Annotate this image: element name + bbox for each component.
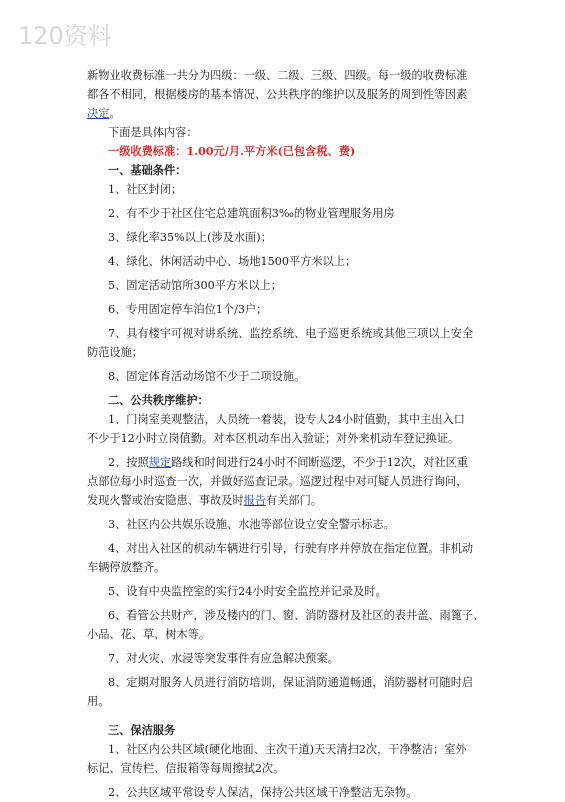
list-item-continued: 标记、宣传栏、信报箱等每周擦拭2次。	[87, 762, 285, 775]
lead-text: 下面是具体内容：	[108, 126, 198, 139]
list-item: 1、社区封闭；	[108, 183, 183, 196]
list-item-continued: 小品、花、草、树木等。	[87, 628, 211, 641]
list-item: 8、固定体育活动场馆不少于二项设施。	[108, 370, 306, 383]
intro-line: 都各不相同，根据楼房的基本情况、公共秩序的维护以及服务的周到性等因素	[87, 88, 468, 101]
section-heading: 二、公共秩序维护：	[108, 393, 209, 407]
list-item: 6、看管公共财产，涉及楼内的门、窗、消防器材及社区的表井盖、雨篦子、	[108, 609, 485, 622]
list-item: 3、社区内公共娱乐设施、水池等部位设立安全警示标志。	[108, 518, 395, 531]
level-title: 一级收费标准：1.00元/月.平方米(已包含税、费)	[108, 144, 356, 158]
list-item-continued	[87, 491, 487, 510]
link-regulation[interactable]: 规定	[148, 456, 172, 469]
text-segment: 路线和时间进行24小时不间断巡逻，不少于12次，对社区重	[171, 456, 469, 469]
text-segment: 发现火警或治安隐患、事故及时	[87, 494, 244, 507]
link-decision[interactable]: 决定	[87, 107, 110, 120]
list-item: 1、社区内公共区域(硬化地面、主次干道)天天清扫2次，干净整洁；室外	[108, 743, 467, 756]
list-item: 1、门岗室美观整洁，人员统一着装，设专人24小时值勤，其中主出入口	[108, 413, 465, 426]
list-item-continued: 点部位每小时巡查一次，并做好巡查记录。巡逻过程中对可疑人员进行询问，	[87, 475, 468, 488]
list-item: 2、公共区域平常设专人保洁，保持公共区域干净整洁无杂物。	[108, 786, 418, 799]
watermark-logo: 120资料	[18, 22, 112, 50]
intro-line	[87, 104, 487, 123]
text-segment: 有关部门。	[266, 494, 322, 507]
list-item: 5、固定活动馆所300平方米以上；	[108, 279, 282, 292]
list-item: 7、具有楼宇可视对讲系统、监控系统、电子巡更系统或其他三项以上安全	[108, 327, 474, 340]
link-report[interactable]: 报告	[243, 494, 267, 507]
text-segment: 2、按照	[108, 456, 149, 469]
list-item: 4、对出入社区的机动车辆进行引导，行驶有序并停放在指定位置。非机动	[108, 542, 474, 555]
intro-line: 新物业收费标准一共分为四级：一级、二级、三级、四级。每一级的收费标准	[87, 69, 468, 82]
list-item	[87, 453, 487, 472]
list-item-continued: 用。	[87, 695, 110, 708]
list-item-continued: 不少于12小时立岗值勤。对本区机动车出入验证；对外来机动车登记换证。	[87, 432, 460, 445]
section-heading: 三、保洁服务	[108, 723, 176, 737]
list-item: 5、设有中央监控室的实行24小时安全监控并记录及时。	[108, 585, 387, 598]
list-item: 4、绿化、休闲活动中心、场地1500平方米以上；	[108, 255, 357, 268]
list-item: 7、对火灾、水浸等突发事件有应急解决预案。	[108, 652, 339, 665]
list-item: 3、绿化率35%以上(涉及水面)；	[108, 231, 272, 244]
intro-tail: 。	[109, 107, 121, 120]
document-body	[87, 66, 487, 802]
list-item: 6、专用固定停车泊位1个/3户；	[108, 303, 268, 316]
list-item-continued: 防范设施；	[87, 346, 143, 359]
list-item: 8、定期对服务人员进行消防培训，保证消防通道畅通，消防器材可随时启	[108, 676, 474, 689]
list-item: 2、有不少于社区住宅总建筑面积3‰的物业管理服务用房	[108, 207, 395, 220]
list-item-continued: 车辆停放整齐。	[87, 561, 166, 574]
section-heading: 一、基础条件：	[108, 163, 187, 177]
